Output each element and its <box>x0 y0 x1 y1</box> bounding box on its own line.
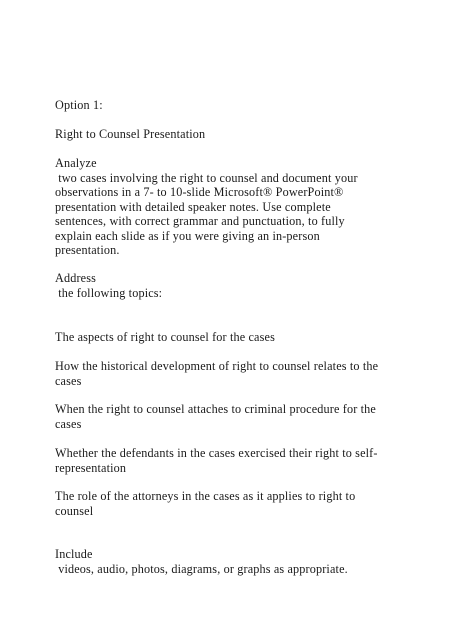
topic-line: counsel <box>55 503 94 518</box>
document-title <box>55 127 415 142</box>
topic-line: The aspects of right to counsel for the cases <box>55 330 275 344</box>
topic-item <box>55 359 415 388</box>
topic-line: cases <box>55 416 82 431</box>
include-section <box>55 547 415 576</box>
address-section <box>55 271 415 300</box>
topic-line: How the historical development of right to counsel relates to the <box>55 359 379 373</box>
topic-item <box>55 489 415 518</box>
analyze-section <box>55 156 415 258</box>
topic-item <box>55 330 415 345</box>
topic-item <box>55 402 415 431</box>
analyze-line: two cases involving the right to counsel and document your <box>55 170 358 185</box>
analyze-line: observations in a 7- to 10-slide Microsoft® PowerPoint® <box>55 185 344 199</box>
topic-item <box>55 446 415 475</box>
topic-line: Whether the defendants in the cases exercised their right to self- <box>55 446 378 460</box>
analyze-label: Analyze <box>55 156 97 170</box>
document-title-text: Right to Counsel Presentation <box>55 127 206 141</box>
address-intro: the following topics: <box>55 285 163 300</box>
option-heading-text: Option 1: <box>55 98 103 112</box>
include-label: Include <box>55 547 93 561</box>
analyze-line: sentences, with correct grammar and punctuation, to fully <box>55 214 345 228</box>
address-label: Address <box>55 271 96 285</box>
topic-line: representation <box>55 460 127 475</box>
topic-line: cases <box>55 373 82 388</box>
analyze-line: presentation with detailed speaker notes. Use complete <box>55 199 331 214</box>
topic-line: When the right to counsel attaches to criminal procedure for the <box>55 402 376 416</box>
analyze-line: presentation. <box>55 243 120 257</box>
include-text: videos, audio, photos, diagrams, or graphs as appropriate. <box>55 561 348 576</box>
analyze-line: explain each slide as if you were giving an in-person <box>55 228 320 243</box>
option-heading <box>55 98 415 113</box>
topic-line: The role of the attorneys in the cases as it applies to right to <box>55 489 356 503</box>
